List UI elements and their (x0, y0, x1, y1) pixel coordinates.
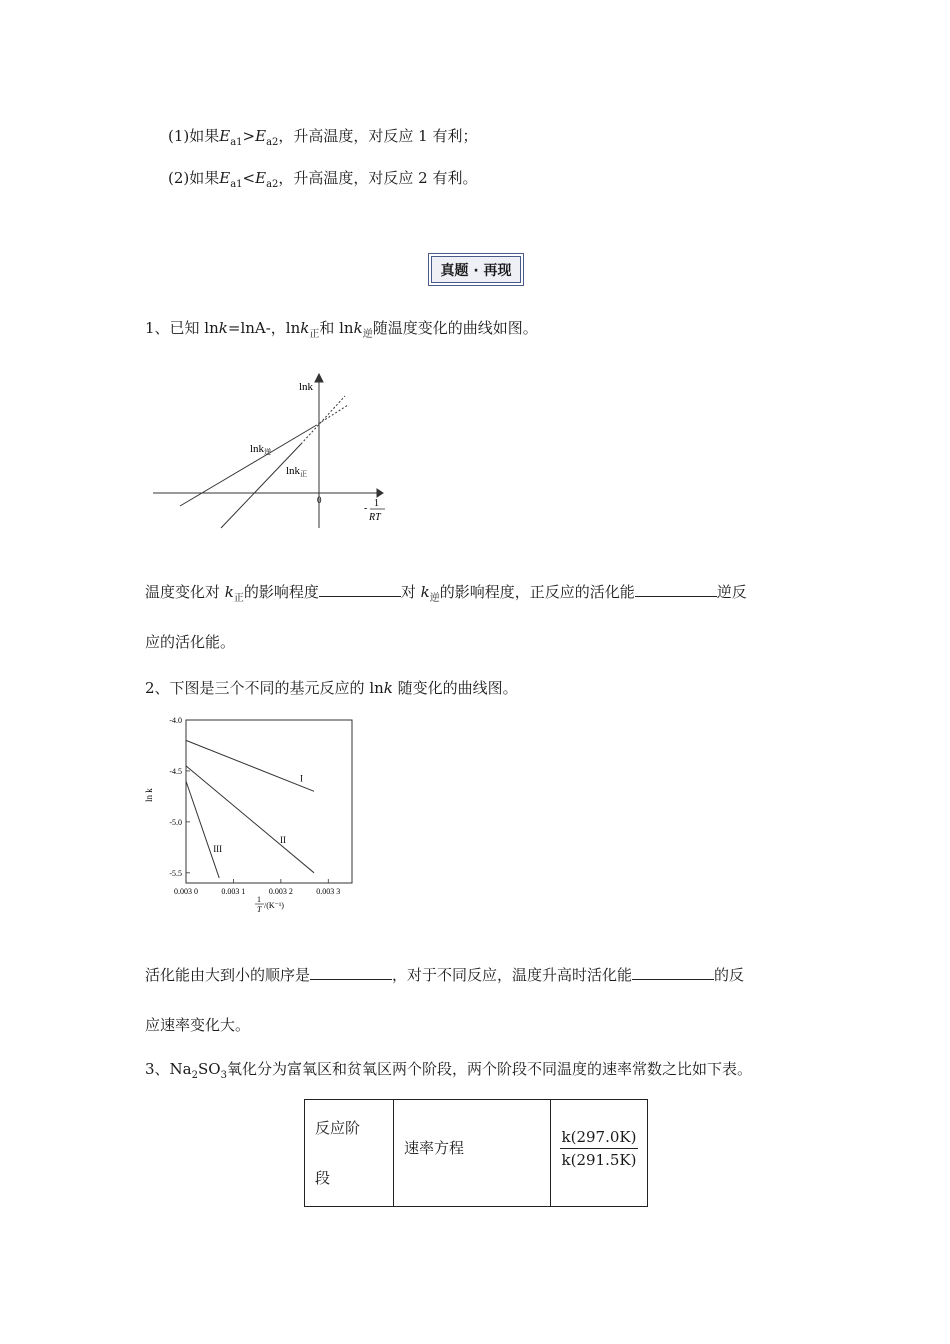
q2-y-axis-label: ln k (144, 788, 154, 802)
q2-x-label-den: T (257, 905, 262, 914)
q1-line-fwd-label: lnk正 (286, 465, 308, 478)
q2-x-tick-label: 0.003 2 (268, 887, 293, 896)
q3-table-col2 (394, 1100, 551, 1207)
q3-col3-fraction (560, 1128, 639, 1169)
q2-series-label-II: II (280, 834, 287, 845)
q2-answer-line-2: 应速率变化大。 (145, 1016, 251, 1034)
table-row (305, 1100, 648, 1207)
q2-y-tick-label: -4.0 (169, 716, 182, 725)
q2-series-line-I (186, 740, 314, 791)
q1-y-arrow (315, 374, 323, 382)
q1-answer-line-2: 应的活化能。 (145, 633, 236, 651)
q1-figure (145, 368, 395, 538)
q1-blank-2[interactable] (635, 582, 717, 597)
q1-line-rev-label: lnk逆 (250, 443, 272, 456)
q1-answer-line-1: 温度变化对 $k_正$的影响程度 对 $k_逆$的影响程度，正反应的活化能 逆反 (145, 583, 747, 604)
q1-x-label-den: RT (369, 512, 381, 523)
q2-stem: 2、下图是三个不同的基元反应的 lnk 随变化的曲线图。 (145, 679, 518, 697)
q2-blank-1[interactable] (310, 965, 392, 980)
section-badge (428, 253, 524, 286)
q2-x-tick-label: 0.003 3 (316, 887, 341, 896)
q2-y-tick-label: -4.5 (169, 766, 182, 776)
q3-col3-num: k(297.0K) (560, 1128, 639, 1149)
q2-series-line-II (186, 766, 314, 873)
q2-y-tick-label: -5.5 (169, 868, 182, 878)
q1-x-arrow (377, 489, 383, 497)
q3-table-col1 (305, 1100, 394, 1207)
q2-x-label-num: 1 (257, 895, 261, 904)
q3-table (304, 1099, 648, 1207)
q2-answer-line-1: 活化能由大到小的顺序是 ，对于不同反应，温度升高时活化能 的反 (145, 966, 745, 984)
q1-y-axis-label: lnk (299, 381, 314, 393)
q2-plot-frame (186, 720, 352, 883)
q3-col1-line1: 反应阶 (315, 1119, 361, 1137)
q1-origin-label: 0 (317, 495, 322, 505)
q3-table-col3 (551, 1100, 648, 1207)
q1-line-fwd (221, 444, 301, 528)
q3-col1-line2: 段 (315, 1169, 331, 1187)
section-badge-label: 真题 · 再现 (431, 256, 521, 283)
q1-x-label-num: 1 (374, 498, 379, 509)
q3-col3-den: k(291.5K) (561, 1150, 637, 1169)
q2-x-tick-label: 0.003 0 (174, 887, 198, 896)
q3-col2-label: 速率方程 (404, 1138, 465, 1157)
q2-x-tick-label: 0.003 1 (221, 887, 246, 896)
q2-y-tick-label: -5.0 (169, 817, 182, 827)
intro-line-1: (1)如果$E_{a1}>E_{a2}$，升高温度，对反应 1 有利； (168, 127, 478, 148)
q2-series-line-III (186, 781, 219, 878)
q1-x-prefix: - (364, 503, 368, 514)
q1-blank-1[interactable] (319, 582, 401, 597)
q1-line-fwd-dotted (301, 396, 345, 444)
q2-chart (140, 710, 380, 920)
q2-x-label-unit: /(K⁻¹) (264, 901, 284, 910)
q3-stem: 3、$Na_2SO_3$氧化分为富氧区和贫氧区两个阶段，两个阶段不同温度的速率常数之比如下表。 (145, 1060, 752, 1081)
intro-line-2: (2)如果$E_{a1}<E_{a2}$，升高温度，对反应 2 有利。 (168, 169, 478, 190)
q2-series-label-I: I (300, 773, 304, 784)
q2-series-label-III: III (213, 843, 223, 854)
q2-blank-2[interactable] (632, 965, 714, 980)
q1-stem: 1、已知 lnk=lnA-，lnk$_正$和 lnk$_逆$随温度变化的曲线如图。 (145, 319, 538, 340)
